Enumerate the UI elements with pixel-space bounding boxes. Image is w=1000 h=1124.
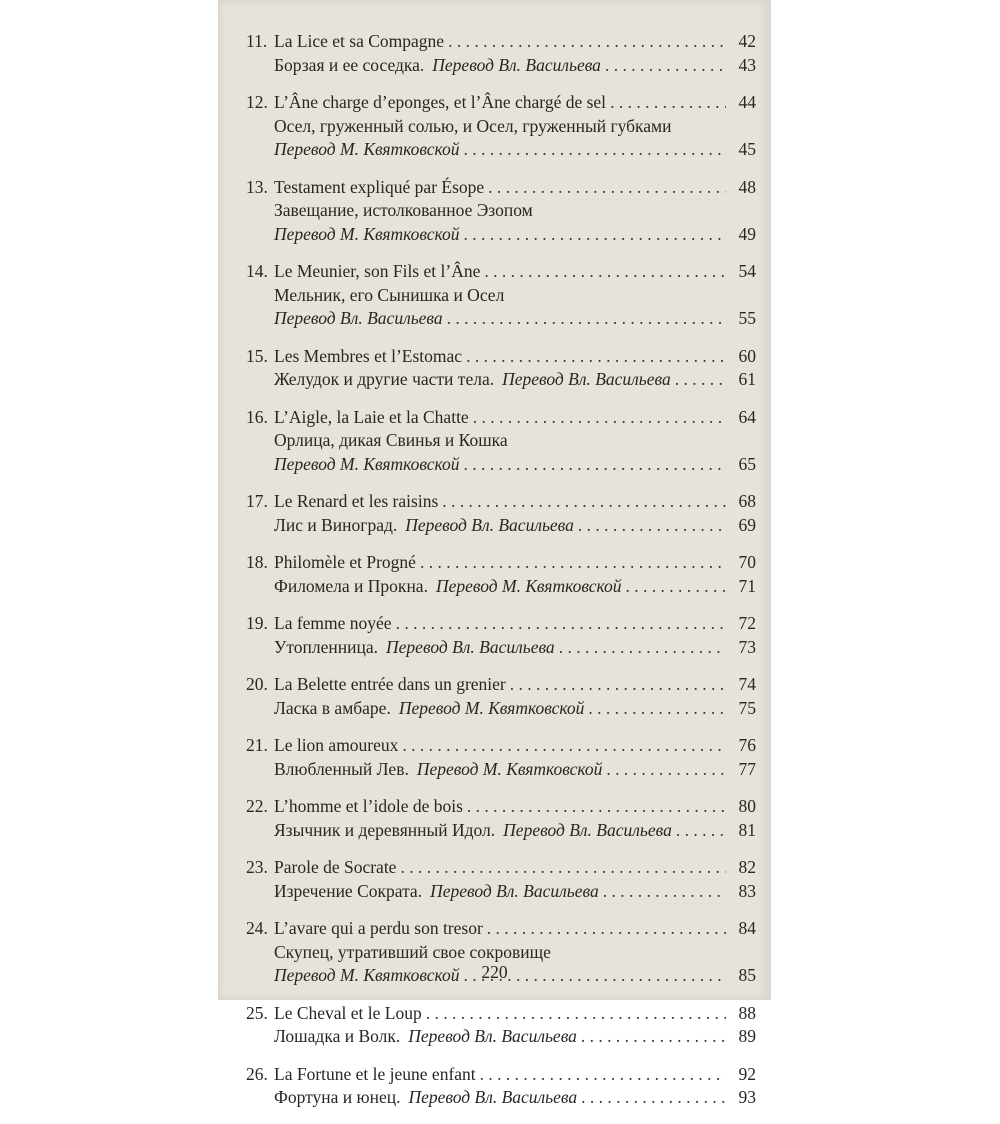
toc-title-line bbox=[246, 176, 756, 200]
translation-page: 69 bbox=[738, 514, 756, 535]
entry-number: 25. bbox=[246, 1002, 268, 1023]
translator-credit: Перевод Вл. Васильева bbox=[405, 514, 574, 535]
entry-title: L’Aigle, la Laie et la Chatte bbox=[274, 406, 469, 427]
entry-page: 70 bbox=[738, 552, 756, 572]
toc-translation-line bbox=[246, 199, 756, 223]
translation-title: Ласка в амбаре. bbox=[274, 697, 391, 718]
toc-translation-line bbox=[246, 453, 756, 477]
toc-translation-line bbox=[246, 223, 756, 247]
toc-translation-line bbox=[246, 880, 756, 904]
dot-leader bbox=[559, 636, 726, 660]
entry-number: 14. bbox=[246, 261, 268, 281]
toc-translation-line bbox=[246, 115, 756, 139]
toc-title-line bbox=[246, 612, 756, 636]
entry-number: 20. bbox=[246, 674, 268, 694]
entry-title: L’avare qui a perdu son tresor bbox=[274, 918, 483, 938]
entry-title: Le lion amoureux bbox=[274, 735, 399, 755]
toc-entry bbox=[246, 260, 756, 331]
dot-leader bbox=[484, 260, 726, 284]
entry-title: Le Meunier, son Fils et l’Âne bbox=[274, 261, 481, 281]
translation-page: 75 bbox=[738, 697, 756, 718]
dot-leader bbox=[675, 368, 726, 392]
dot-leader bbox=[606, 758, 726, 782]
translation-title: Лошадка и Волк. bbox=[274, 1026, 401, 1046]
toc-entry bbox=[246, 1002, 756, 1049]
dot-leader bbox=[487, 917, 726, 941]
entry-page: 76 bbox=[738, 735, 756, 755]
toc-entry bbox=[246, 856, 756, 903]
translation-title: Фортуна и юнец. bbox=[274, 1087, 401, 1107]
translator-credit: Перевод Вл. Васильева bbox=[408, 1087, 578, 1107]
entry-number: 23. bbox=[246, 857, 268, 877]
entry-number: 24. bbox=[246, 918, 268, 938]
entry-page: 68 bbox=[738, 491, 756, 511]
toc-translation-line bbox=[246, 514, 756, 538]
dot-leader bbox=[676, 819, 726, 843]
translation-title: Орлица, дикая Свинья и Кошка bbox=[274, 430, 508, 450]
entry-title: Philomèle et Progné bbox=[274, 552, 416, 572]
translator-credit: Перевод Вл. Васильева bbox=[274, 308, 443, 328]
dot-leader bbox=[466, 345, 726, 369]
translator-credit: Перевод Вл. Васильева bbox=[432, 54, 601, 75]
dot-leader bbox=[464, 223, 726, 247]
dot-leader bbox=[473, 406, 726, 430]
dot-leader bbox=[605, 54, 726, 78]
entry-title: La Fortune et le jeune enfant bbox=[274, 1063, 476, 1084]
translator-credit: Перевод М. Квятковской bbox=[274, 223, 460, 244]
entry-page: 60 bbox=[738, 345, 756, 366]
dot-leader bbox=[578, 514, 726, 538]
dot-leader bbox=[464, 453, 726, 477]
toc-entry bbox=[246, 795, 756, 842]
translation-title: Мельник, его Сынишка и Осел bbox=[274, 284, 505, 305]
entry-page: 84 bbox=[738, 918, 756, 938]
dot-leader bbox=[610, 91, 726, 115]
toc-title-line bbox=[246, 30, 756, 54]
toc-title-line bbox=[246, 673, 756, 697]
entry-page: 80 bbox=[738, 796, 756, 816]
toc-entry bbox=[246, 176, 756, 247]
toc-translation-line bbox=[246, 575, 756, 599]
dot-leader bbox=[400, 856, 726, 880]
toc-title-line bbox=[246, 91, 756, 115]
toc-title-line bbox=[246, 1063, 756, 1087]
entry-number: 17. bbox=[246, 491, 268, 511]
entry-title: Testament expliqué par Ésope bbox=[274, 176, 485, 197]
toc-title-line bbox=[246, 856, 756, 880]
table-of-contents bbox=[246, 30, 756, 1124]
dot-leader bbox=[467, 795, 726, 819]
dot-leader bbox=[464, 138, 726, 162]
entry-page: 42 bbox=[738, 31, 756, 51]
entry-number: 13. bbox=[246, 176, 268, 197]
toc-entry bbox=[246, 612, 756, 659]
translation-title: Борзая и ее соседка. bbox=[274, 54, 425, 75]
translation-title: Влюбленный Лев. bbox=[274, 758, 409, 779]
toc-title-line bbox=[246, 406, 756, 430]
translation-title: Осел, груженный солью, и Осел, груженный губками bbox=[274, 115, 672, 136]
entry-page: 72 bbox=[738, 613, 756, 633]
toc-entry bbox=[246, 345, 756, 392]
toc-entry bbox=[246, 1063, 756, 1110]
page-number: 220 bbox=[481, 962, 508, 982]
toc-title-line bbox=[246, 917, 756, 941]
toc-translation-line bbox=[246, 138, 756, 162]
toc-translation-line bbox=[246, 368, 756, 392]
entry-number: 12. bbox=[246, 92, 268, 112]
translator-credit: Перевод М. Квятковской bbox=[398, 697, 585, 718]
entry-number: 16. bbox=[246, 406, 268, 427]
toc-translation-line bbox=[246, 54, 756, 78]
translator-credit: Перевод Вл. Васильева bbox=[502, 369, 671, 389]
dot-leader bbox=[402, 734, 726, 758]
translation-page: 43 bbox=[738, 54, 756, 75]
entry-number: 21. bbox=[246, 735, 268, 755]
entry-page: 82 bbox=[738, 857, 756, 877]
translator-credit: Перевод М. Квятковской bbox=[274, 139, 460, 159]
entry-page: 88 bbox=[738, 1002, 756, 1023]
toc-title-line bbox=[246, 734, 756, 758]
dot-leader bbox=[442, 490, 726, 514]
translation-page: 61 bbox=[738, 369, 756, 389]
translation-page: 71 bbox=[738, 575, 756, 596]
translation-title: Изречение Сократа. bbox=[274, 880, 423, 901]
entry-page: 74 bbox=[738, 674, 756, 694]
translation-page: 81 bbox=[738, 819, 756, 840]
toc-translation-line bbox=[246, 636, 756, 660]
entry-title: Le Cheval et le Loup bbox=[274, 1002, 422, 1023]
toc-translation-line bbox=[246, 1025, 756, 1049]
toc-title-line bbox=[246, 1002, 756, 1026]
translation-page: 55 bbox=[738, 308, 756, 328]
entry-number: 26. bbox=[246, 1063, 268, 1084]
dot-leader bbox=[488, 176, 726, 200]
toc-translation-line bbox=[246, 819, 756, 843]
toc-entry bbox=[246, 406, 756, 477]
translation-page: 73 bbox=[738, 636, 756, 657]
translation-title: Язычник и деревянный Идол. bbox=[274, 819, 496, 840]
entry-title: Parole de Socrate bbox=[274, 857, 397, 877]
translator-credit: Перевод М. Квятковской bbox=[274, 965, 460, 985]
toc-translation-line bbox=[246, 758, 756, 782]
entry-title: La femme noyée bbox=[274, 613, 392, 633]
entry-number: 18. bbox=[246, 552, 268, 572]
entry-title: La Lice et sa Compagne bbox=[274, 31, 445, 51]
toc-entry bbox=[246, 490, 756, 537]
entry-title: L’homme et l’idole de bois bbox=[274, 796, 463, 816]
toc-translation-line bbox=[246, 697, 756, 721]
toc-translation-line bbox=[246, 307, 756, 331]
dot-leader bbox=[626, 575, 727, 599]
translation-page: 89 bbox=[738, 1026, 756, 1046]
translation-title: Лис и Виноград. bbox=[274, 514, 398, 535]
translation-page: 77 bbox=[738, 758, 756, 779]
dot-leader bbox=[581, 1025, 726, 1049]
translation-title: Филомела и Прокна. bbox=[274, 575, 428, 596]
dot-leader bbox=[510, 673, 726, 697]
translation-page: 85 bbox=[738, 965, 756, 985]
toc-translation-line bbox=[246, 1086, 756, 1110]
toc-title-line bbox=[246, 795, 756, 819]
dot-leader bbox=[420, 551, 726, 575]
entry-title: L’Âne charge d’eponges, et l’Âne chargé de sel bbox=[274, 92, 607, 112]
toc-entry bbox=[246, 734, 756, 781]
dot-leader bbox=[480, 1063, 726, 1087]
entry-number: 19. bbox=[246, 613, 268, 633]
translation-page: 49 bbox=[738, 223, 756, 244]
dot-leader bbox=[603, 880, 726, 904]
entry-page: 48 bbox=[738, 176, 756, 197]
toc-entry bbox=[246, 673, 756, 720]
entry-page: 92 bbox=[738, 1063, 756, 1084]
translator-credit: Перевод М. Квятковской bbox=[274, 453, 460, 474]
translation-page: 93 bbox=[738, 1087, 756, 1107]
entry-page: 44 bbox=[738, 92, 756, 112]
toc-title-line bbox=[246, 490, 756, 514]
toc-title-line bbox=[246, 551, 756, 575]
translator-credit: Перевод Вл. Васильева bbox=[408, 1026, 577, 1046]
translation-title: Скупец, утративший свое сокровище bbox=[274, 941, 551, 962]
toc-translation-line bbox=[246, 941, 756, 965]
translator-credit: Перевод Вл. Васильева bbox=[503, 819, 672, 840]
entry-title: Le Renard et les raisins bbox=[274, 491, 439, 511]
translation-page: 45 bbox=[738, 139, 756, 159]
toc-entry bbox=[246, 91, 756, 162]
dot-leader bbox=[447, 307, 726, 331]
translation-title: Утопленница. bbox=[274, 636, 379, 657]
translation-title: Желудок и другие части тела. bbox=[274, 369, 495, 389]
dot-leader bbox=[581, 1086, 726, 1110]
toc-translation-line bbox=[246, 284, 756, 308]
entry-number: 15. bbox=[246, 345, 268, 366]
dot-leader bbox=[588, 697, 726, 721]
toc-title-line bbox=[246, 260, 756, 284]
entry-page: 64 bbox=[738, 406, 756, 427]
dot-leader bbox=[396, 612, 726, 636]
translator-credit: Перевод М. Квятковской bbox=[416, 758, 603, 779]
dot-leader bbox=[448, 30, 726, 54]
translator-credit: Перевод Вл. Васильева bbox=[430, 880, 599, 901]
entry-number: 22. bbox=[246, 796, 268, 816]
translation-page: 83 bbox=[738, 880, 756, 901]
toc-translation-line bbox=[246, 429, 756, 453]
entry-title: La Belette entrée dans un grenier bbox=[274, 674, 506, 694]
entry-number: 11. bbox=[246, 31, 268, 51]
entry-page: 54 bbox=[738, 261, 756, 281]
translator-credit: Перевод Вл. Васильева bbox=[386, 636, 555, 657]
book-page bbox=[218, 0, 771, 1107]
toc-entry bbox=[246, 551, 756, 598]
entry-title: Les Membres et l’Estomac bbox=[274, 345, 463, 366]
toc-entry bbox=[246, 30, 756, 77]
toc-title-line bbox=[246, 345, 756, 369]
dot-leader bbox=[426, 1002, 726, 1026]
translation-page: 65 bbox=[738, 453, 756, 474]
translation-title: Завещание, истолкованное Эзопом bbox=[274, 200, 533, 220]
translator-credit: Перевод М. Квятковской bbox=[435, 575, 622, 596]
